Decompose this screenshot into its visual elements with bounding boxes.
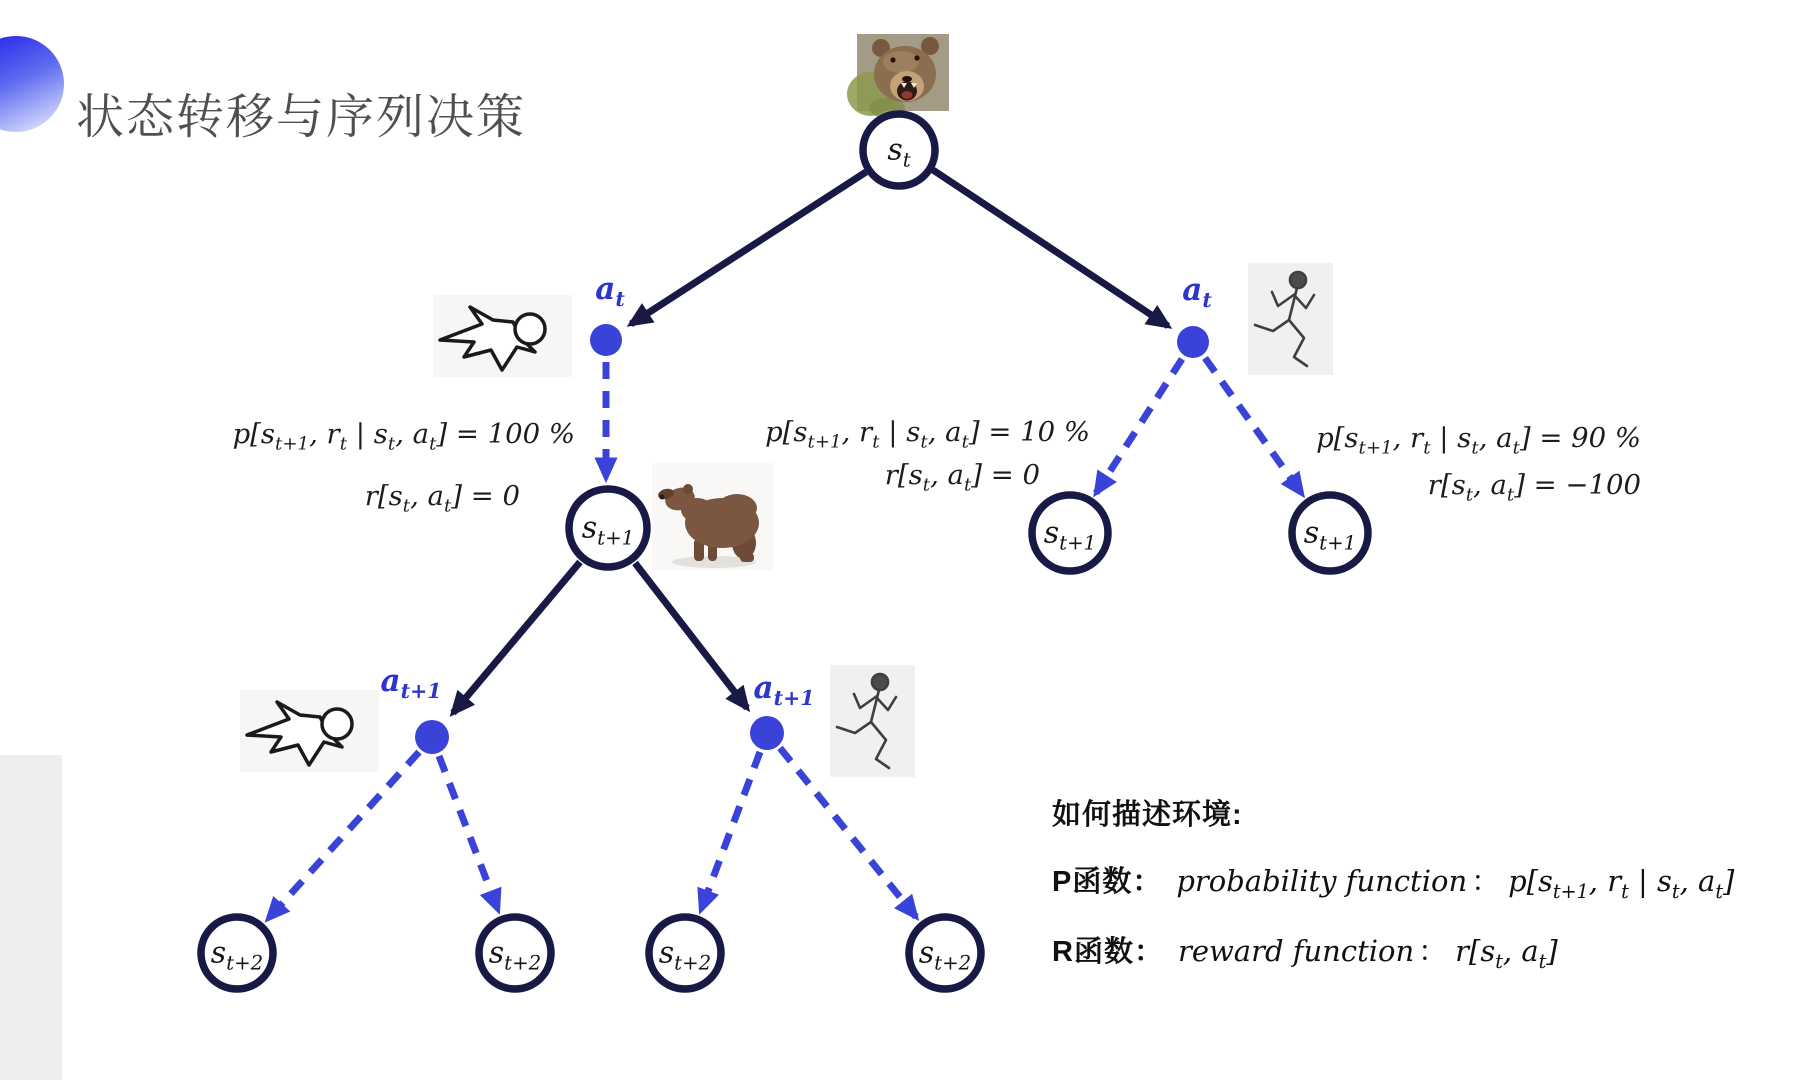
state-label-st: $s_t$ [887,132,911,172]
edge-at1-left-to-st2-1 [268,752,419,919]
edge-st-to-at-left [631,172,866,324]
prob-equation-left: $p[s_{t+1}$, $r_t$ | $s_t$, $a_t] = 100$ % [232,418,575,455]
action-node-at-left [590,324,622,356]
state-label-st2-3: $s_{t+2}$ [658,935,712,975]
prob-equation-mid: $p[s_{t+1}$, $r_t$ | $s_t$, $a_t] = 10$ % [765,416,1090,453]
p-function-line [1052,859,1734,903]
state-label-st2-1: $s_{t+2}$ [210,935,264,975]
edge-st1-to-at1-left [453,562,580,713]
p-function-formula: $p[s_{t+1}$, $r_t$ | $s_t$, $a_t$] [1508,864,1735,903]
env-heading: 如何描述环境: [1052,799,1243,831]
r-function-line [1052,929,1734,973]
run-away-icon-level2 [830,665,915,777]
reward-equation-left: $r[s_t$, $a_t] = 0$ [364,480,520,517]
reward-equation-mid: $r[s_t$, $a_t] = 0$ [884,459,1040,496]
state-label-st1-right: $s_{t+1}$ [1303,515,1357,555]
transition-annotation-right [1316,421,1641,506]
action-label-at-left: $a_t$ [595,270,625,312]
p-function-name: probability function [1176,864,1468,898]
bear-standing-image [652,463,773,570]
environment-description [1052,792,1734,973]
r-function-label: R函数： [1052,935,1164,968]
transition-annotation-left [232,417,575,517]
r-function-formula: $r[s_t$, $a_t$] [1455,933,1558,973]
edge-at-right-to-st1-right [1205,358,1302,494]
state-label-st1-mid: $s_{t+1}$ [1043,515,1097,555]
play-dead-icon-level1 [433,295,572,377]
r-function-separator: ： [1418,935,1448,968]
page-title: 状态转移与序列决策 [76,91,527,144]
state-label-st2-4: $s_{t+2}$ [918,935,972,975]
edge-at-right-to-st1-mid [1096,359,1182,493]
action-label-at1-left: $a_{t+1}$ [380,662,442,704]
run-away-icon-level1 [1248,263,1333,375]
action-label-at-right: $a_t$ [1182,271,1212,313]
bear-roaring-image [847,34,949,118]
action-node-at1-left [415,720,449,754]
action-label-at1-right: $a_{t+1}$ [753,669,815,711]
p-function-label: P函数： [1052,866,1163,898]
prob-equation-right: $p[s_{t+1}$, $r_t$ | $s_t$, $a_t] = 90$ % [1316,422,1641,459]
state-label-st1-left: $s_{t+1}$ [581,510,635,550]
play-dead-icon-level2 [240,690,379,772]
edge-at1-right-to-st2-3 [701,752,760,910]
r-function-name: reward function [1177,933,1415,968]
action-node-at1-right [750,716,784,750]
transition-annotation-mid [765,415,1090,496]
action-node-at-right [1177,326,1209,358]
edge-at1-left-to-st2-2 [439,756,498,910]
reward-equation-right: $r[s_t$, $a_t] = -100$ [1427,469,1641,506]
edge-st1-to-at1-right [635,563,747,708]
p-function-separator: ： [1471,866,1501,898]
edge-st-to-at-right [933,170,1168,326]
state-label-st2-2: $s_{t+2}$ [488,935,542,975]
